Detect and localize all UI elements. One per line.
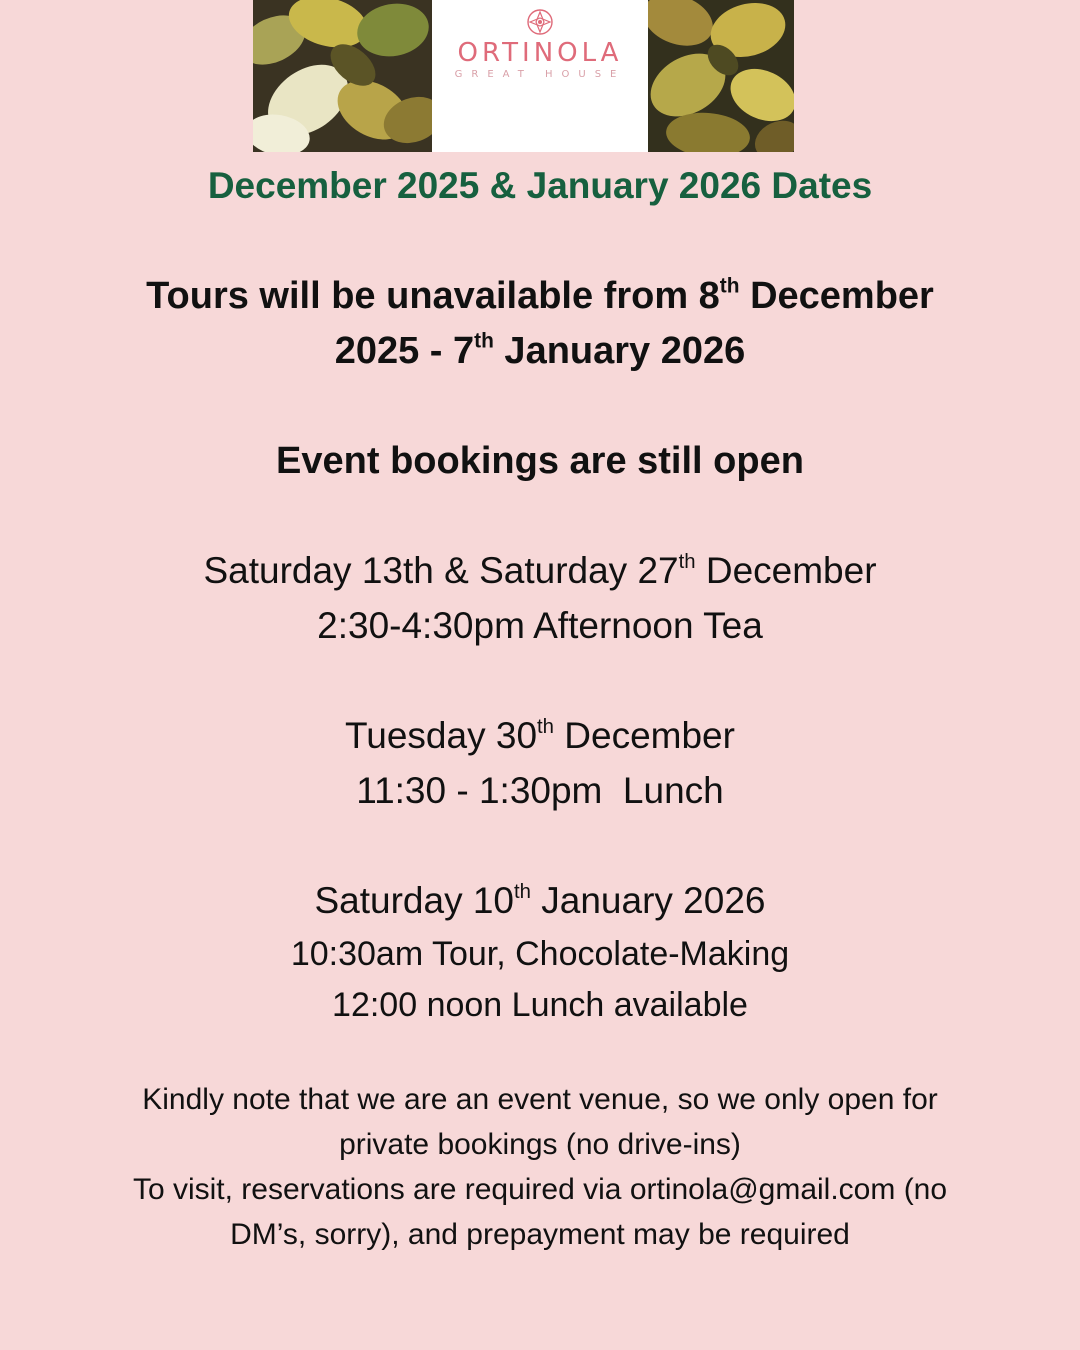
flower-logo-icon [526,8,554,36]
note-line: To visit, reservations are required via ortinola@gmail.com (no [132,1173,948,1206]
event-detail: 11:30 - 1:30pm Lunch [356,770,724,811]
event-date: Tuesday 30th December [345,715,735,756]
tours-notice-line-1: Tours will be unavailable from 8th December [146,274,934,317]
page-title: December 2025 & January 2026 Dates [207,165,873,206]
cocoa-pods-image [253,0,432,152]
event-bookings-heading: Event bookings are still open [276,440,804,482]
note-line: private bookings (no drive-ins) [339,1128,741,1161]
cocoa-pods-photo-right [648,0,794,152]
tours-notice-line-2: 2025 - 7th January 2026 [334,329,746,372]
header-banner [253,0,794,152]
event-date: Saturday 13th & Saturday 27th December [203,550,877,591]
logo-panel [432,0,648,152]
note-line: Kindly note that we are an event venue, so we only open for [142,1083,938,1116]
logo-subtitle: GREAT HOUSE [454,69,626,80]
event-detail: 10:30am Tour, Chocolate-Making [290,935,790,973]
event-date: Saturday 10th January 2026 [314,880,766,921]
cocoa-pods-image [648,0,794,152]
note-line: DM’s, sorry), and prepayment may be required [230,1218,850,1251]
event-detail: 2:30-4:30pm Afternoon Tea [317,605,763,646]
cocoa-pods-photo-left [253,0,432,152]
logo-name: ORTINOLA [457,38,623,68]
event-detail: 12:00 noon Lunch available [332,986,748,1024]
